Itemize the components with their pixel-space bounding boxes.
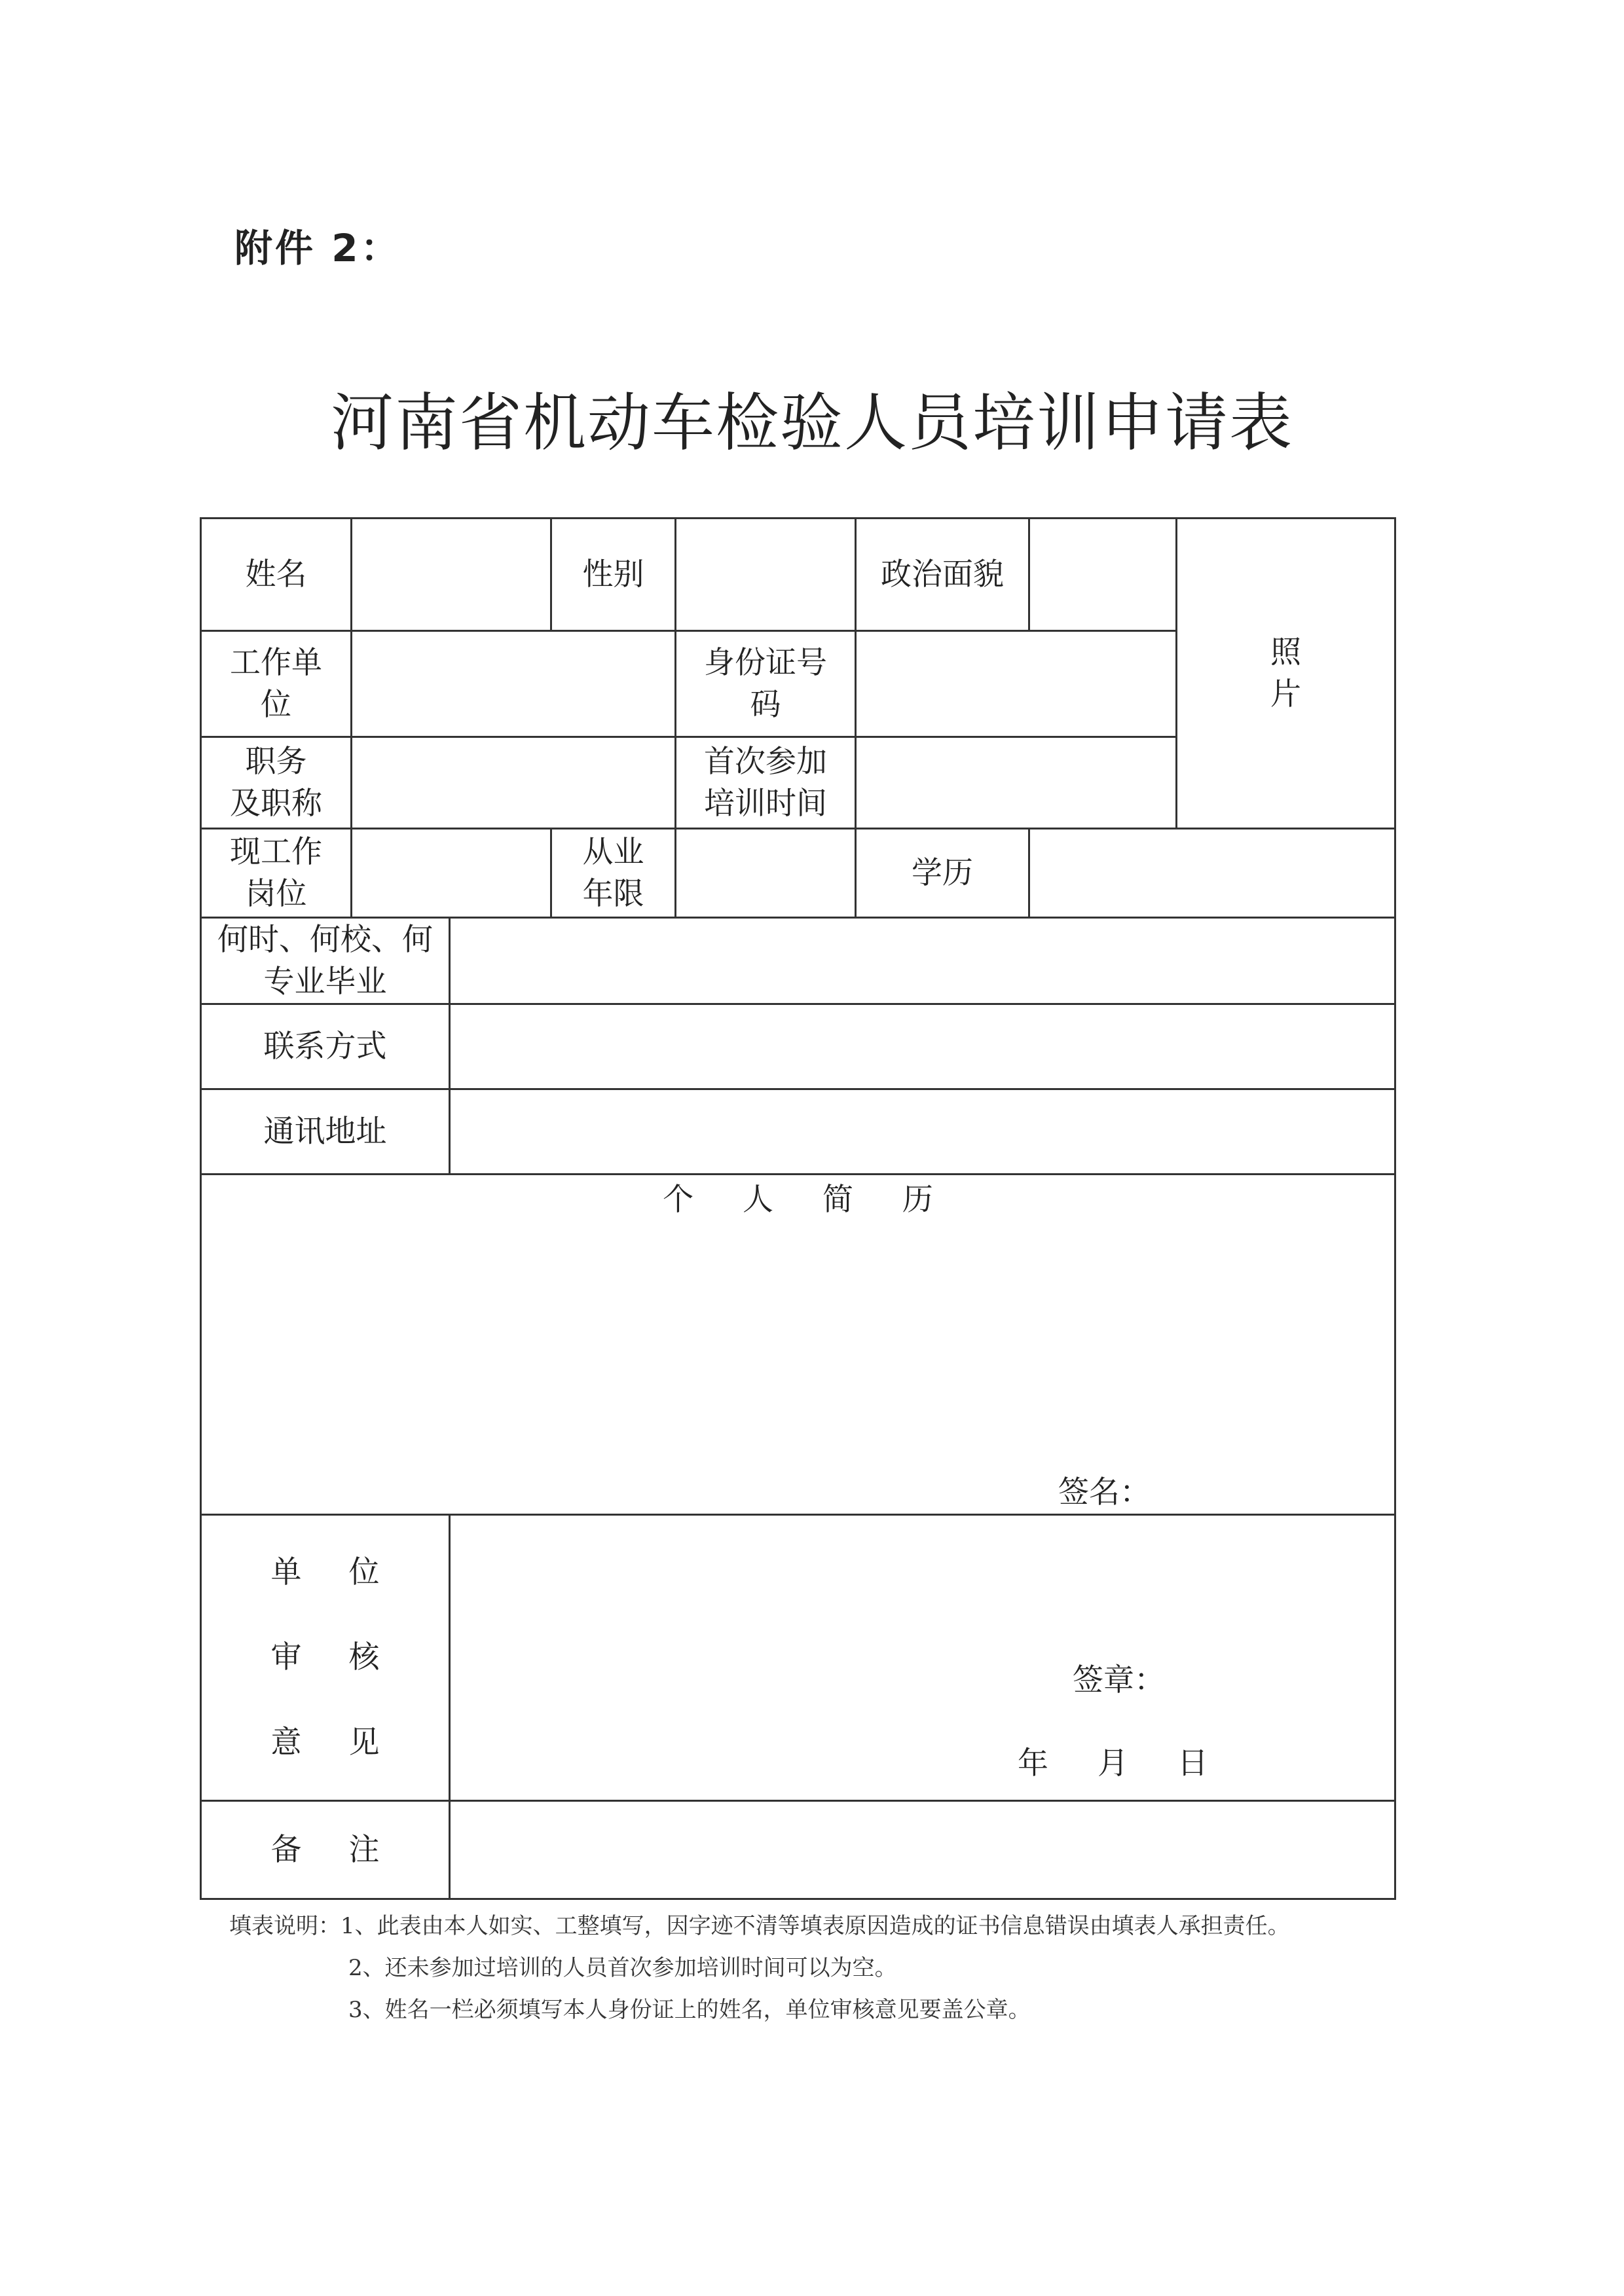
fill-instructions [229,1905,1290,2031]
note-item: 3、姓名一栏必须填写本人身份证上的姓名，单位审核意见要盖公章。 [348,1997,1031,2023]
resume-heading-char: 历 [902,1182,933,1218]
current-post-field[interactable] [352,829,551,918]
id-number-field[interactable] [856,631,1177,737]
contact-field[interactable] [450,1004,1395,1089]
review-label-line: 单位 [270,1554,427,1590]
application-form [200,517,1396,1900]
address-label: 通讯地址 [201,1089,450,1175]
work-unit-field[interactable] [352,631,676,737]
date-year-label: 年 [1018,1745,1048,1781]
resume-heading-char: 人 [743,1182,774,1218]
remarks-label: 备注 [201,1801,450,1899]
work-unit-label: 工作单 位 [201,631,352,737]
first-training-label: 首次参加 培训时间 [676,737,856,829]
name-field[interactable] [352,519,551,631]
years-label: 从业 年限 [551,829,676,918]
education-field[interactable] [1029,829,1395,918]
date-day-label: 日 [1177,1745,1208,1781]
review-date [1018,1743,1247,1785]
political-status-field[interactable] [1029,519,1177,631]
date-month-label: 月 [1097,1745,1128,1781]
page-title: 河南省机动车检验人员培训申请表 [331,386,1293,460]
contact-label: 联系方式 [201,1004,450,1089]
education-label: 学历 [856,829,1029,918]
resume-heading [202,1179,1394,1221]
resume-signature-label: 签名： [1058,1474,1151,1510]
gender-label: 性别 [551,519,676,631]
current-post-label: 现工作 岗位 [201,829,352,918]
remarks-field[interactable] [450,1801,1395,1899]
review-label [201,1515,450,1801]
resume-field[interactable] [201,1175,1395,1515]
review-label-line: 意见 [270,1724,427,1760]
note-item: 填表说明：1、此表由本人如实、工整填写，因字迹不清等填表原因造成的证书信息错误由填表人承担责任。 [229,1913,1290,1939]
review-field[interactable] [450,1515,1395,1801]
graduation-field[interactable] [450,918,1395,1004]
first-training-field[interactable] [856,737,1177,829]
name-label: 姓名 [201,519,352,631]
id-number-label: 身份证号 码 [676,631,856,737]
address-field[interactable] [450,1089,1395,1175]
review-label-line: 审核 [270,1639,427,1675]
political-status-label: 政治面貌 [856,519,1029,631]
photo-box[interactable]: 照 片 [1177,519,1395,829]
note-item: 2、还未参加过培训的人员首次参加培训时间可以为空。 [348,1955,897,1981]
graduation-label: 何时、何校、何 专业毕业 [201,918,450,1004]
years-field[interactable] [676,829,856,918]
resume-heading-char: 个 [663,1182,694,1218]
position-title-field[interactable] [352,737,676,829]
annex-label: 附件 2： [234,226,401,270]
gender-field[interactable] [676,519,856,631]
position-title-label: 职务 及职称 [201,737,352,829]
resume-heading-char: 简 [822,1182,853,1218]
seal-label: 签章： [1073,1662,1165,1698]
